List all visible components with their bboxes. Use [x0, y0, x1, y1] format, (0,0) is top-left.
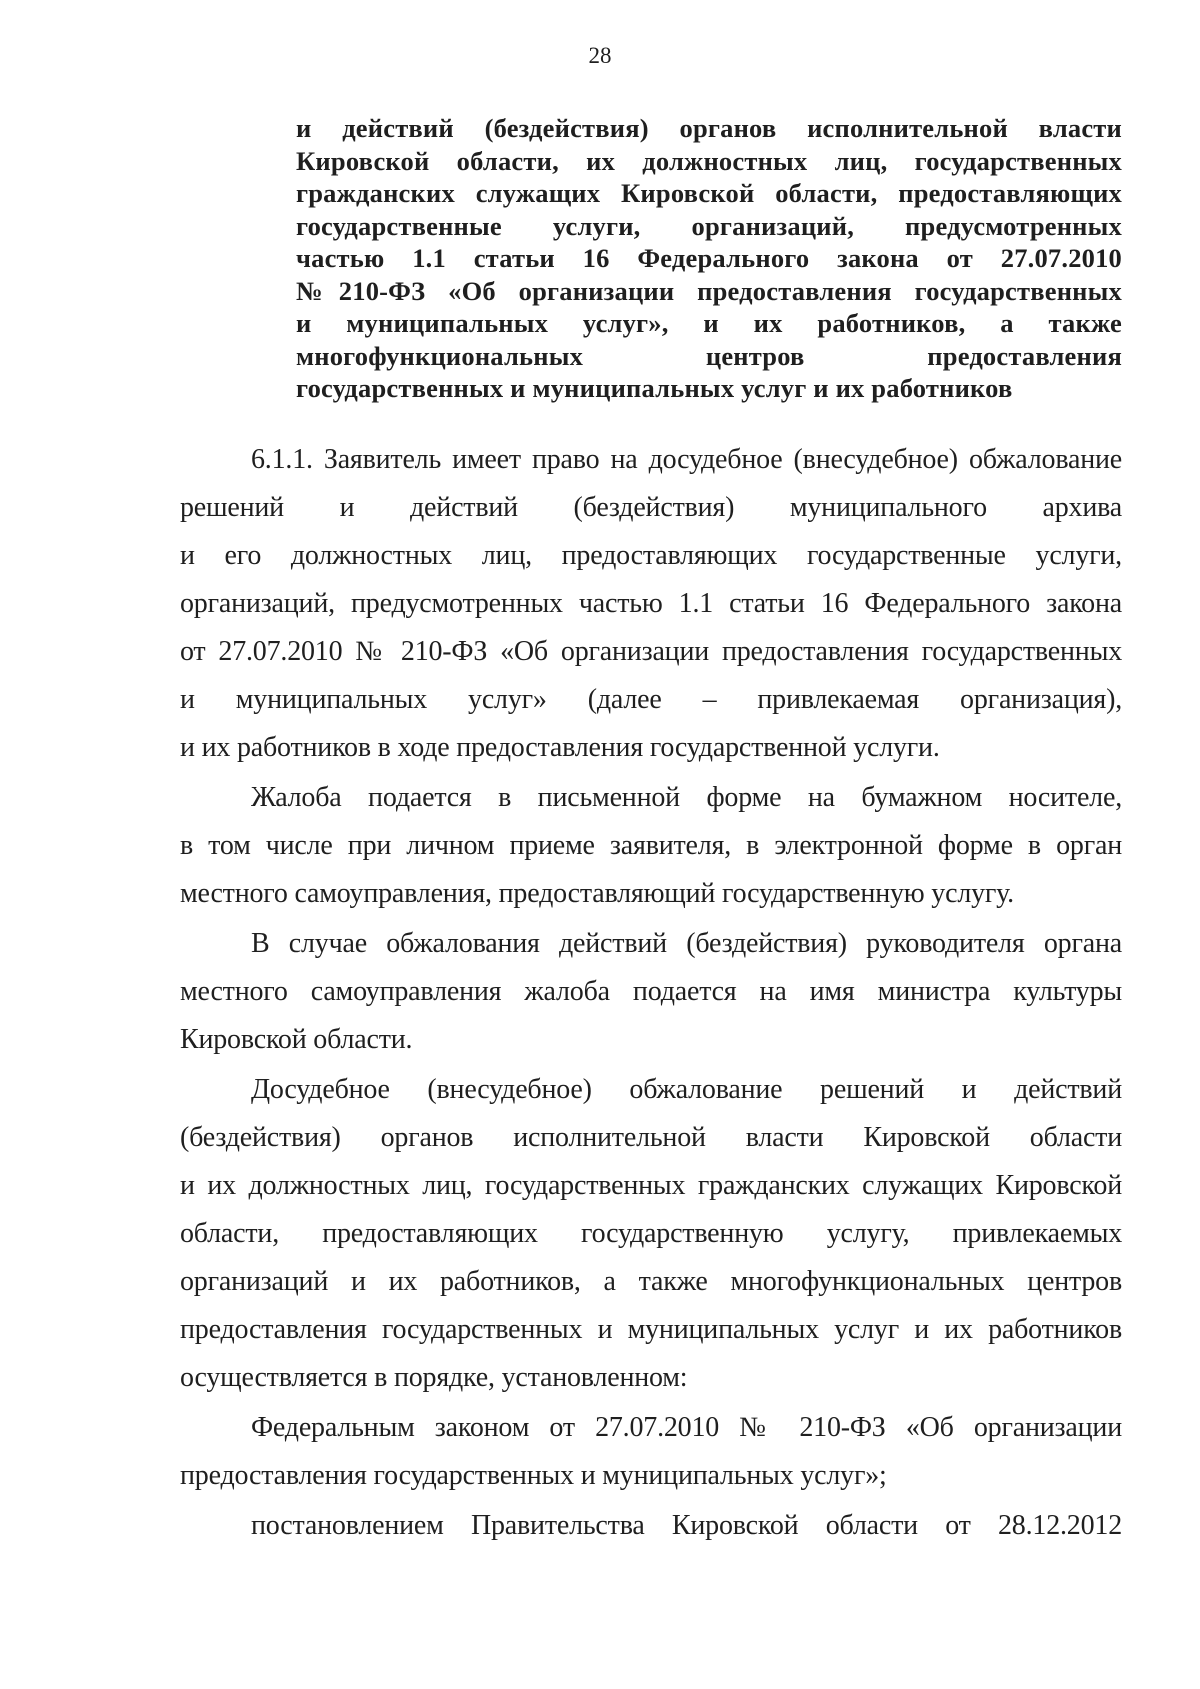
text-line: организаций и их работников, а также многофункциональных центров — [180, 1266, 1122, 1297]
body-text — [180, 436, 1122, 1550]
paragraph-head-appeal — [180, 920, 1122, 1064]
text-line: (бездействия) органов исполнительной власти Кировской области — [180, 1122, 1122, 1153]
text-line: Кировской области. — [180, 1024, 413, 1055]
paragraph-federal-law — [180, 1404, 1122, 1500]
heading-line: и муниципальных услуг», и их работников, а также — [296, 308, 1122, 338]
paragraph-complaint-form — [180, 774, 1122, 918]
paragraph-appeal-right — [180, 436, 1122, 772]
text-line: Федеральным законом от 27.07.2010 № 210-ФЗ «Об организации — [251, 1412, 1122, 1443]
text-line: от 27.07.2010 № 210-ФЗ «Об организации предоставления государственных — [180, 636, 1122, 667]
paragraph-pretrial-procedure — [180, 1066, 1122, 1402]
page-number: 28 — [588, 43, 612, 68]
heading-line: №210-ФЗ «Об организации предоставления государственных — [296, 275, 1122, 306]
heading-line: многофункциональных центров предоставления — [296, 340, 1122, 371]
text-line: предоставления государственных и муниципальных услуг»; — [180, 1460, 887, 1491]
text-line: В случае обжалования действий (бездействия) руководителя органа — [251, 928, 1122, 959]
text-line: 6.1.1. Заявитель имеет право на досудебное (внесудебное) обжалование — [251, 444, 1122, 475]
text-line: Жалоба подается в письменной форме на бумажном носителе, — [251, 782, 1122, 813]
text-line: и муниципальных услуг» (далее – привлекаемая организация), — [180, 684, 1122, 715]
text-line: и его должностных лиц, предоставляющих государственные услуги, — [180, 540, 1122, 571]
heading-line: государственных и муниципальных услуг и их работников — [296, 373, 1013, 403]
heading-line: государственные услуги, организаций, предусмотренных — [296, 210, 1122, 241]
heading-line: частью 1.1 статьи 16 Федерального закона от 27.07.2010 — [296, 243, 1122, 273]
section-heading — [296, 112, 1122, 405]
text-line: предоставления государственных и муниципальных услуг и их работников — [180, 1314, 1122, 1345]
text-line: в том числе при личном приеме заявителя, в электронной форме в орган — [180, 830, 1122, 861]
text-line: Досудебное (внесудебное) обжалование решений и действий — [251, 1074, 1122, 1105]
text-line: местного самоуправления жалоба подается на имя министра культуры — [180, 976, 1122, 1007]
text-line: осуществляется в порядке, установленном: — [180, 1362, 688, 1393]
text-line: организаций, предусмотренных частью 1.1 статьи 16 Федерального закона — [180, 588, 1122, 619]
heading-line: и действий (бездействия) органов исполнительной власти — [296, 113, 1122, 143]
text-line: области, предоставляющих государственную услугу, привлекаемых — [180, 1218, 1122, 1249]
text-line: решений и действий (бездействия) муниципального архива — [180, 492, 1122, 523]
text-line: и их работников в ходе предоставления государственной услуги. — [180, 732, 940, 763]
heading-line: гражданских служащих Кировской области, предоставляющих — [296, 178, 1122, 208]
heading-line: Кировской области, их должностных лиц, государственных — [296, 145, 1122, 176]
text-line: местного самоуправления, предоставляющий государственную услугу. — [180, 878, 1014, 909]
paragraph-regional-resolution — [180, 1502, 1122, 1550]
text-line: и их должностных лиц, государственных гражданских служащих Кировской — [180, 1170, 1122, 1201]
text-line: постановлением Правительства Кировской области от 28.12.2012 — [251, 1510, 1122, 1541]
